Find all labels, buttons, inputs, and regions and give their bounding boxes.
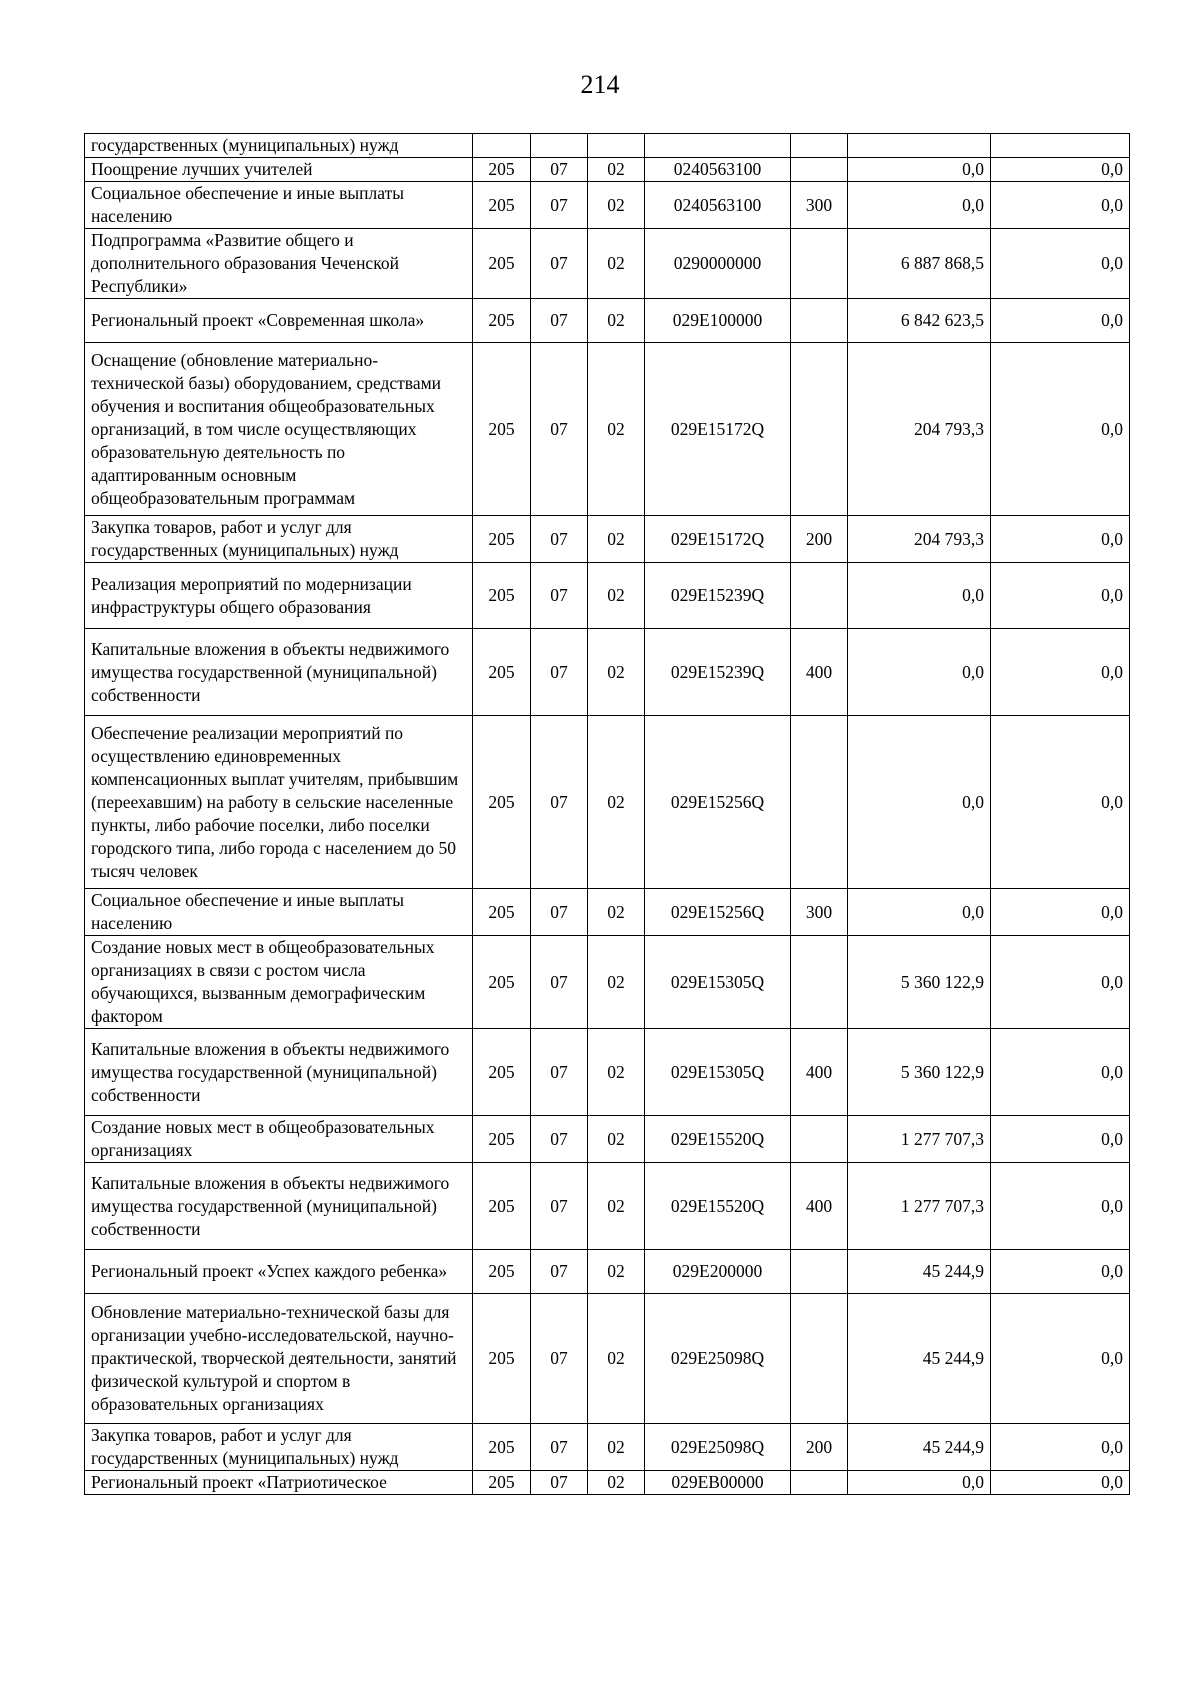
cell-amount-2: 0,0 <box>991 889 1130 936</box>
table-row <box>85 1116 1130 1163</box>
cell-name: Поощрение лучших учителей <box>85 158 473 182</box>
cell-amount-1: 0,0 <box>848 182 991 229</box>
cell-amount-2: 0,0 <box>991 182 1130 229</box>
cell-section: 07 <box>531 158 588 182</box>
cell-grbs-code: 205 <box>473 1163 531 1250</box>
cell-name: Закупка товаров, работ и услуг для государственных (муниципальных) нужд <box>85 516 473 563</box>
cell-subsection: 02 <box>588 716 645 889</box>
cell-section: 07 <box>531 343 588 516</box>
cell-amount-1: 6 887 868,5 <box>848 229 991 299</box>
cell-expense-type: 200 <box>791 1424 848 1471</box>
cell-name: Реализация мероприятий по модернизации инфраструктуры общего образования <box>85 563 473 629</box>
cell-target-article: 029E25098Q <box>645 1424 791 1471</box>
cell-subsection: 02 <box>588 1471 645 1495</box>
cell-amount-1: 0,0 <box>848 889 991 936</box>
cell-amount-2: 0,0 <box>991 716 1130 889</box>
cell-subsection: 02 <box>588 182 645 229</box>
cell-target-article: 029E15520Q <box>645 1116 791 1163</box>
cell-expense-type <box>791 134 848 158</box>
cell-target-article: 0290000000 <box>645 229 791 299</box>
cell-expense-type <box>791 1250 848 1294</box>
cell-amount-2: 0,0 <box>991 1116 1130 1163</box>
cell-section: 07 <box>531 889 588 936</box>
cell-name: Создание новых мест в общеобразовательных организациях в связи с ростом числа обучающихся, вызванным демографическим фактором <box>85 936 473 1029</box>
cell-section: 07 <box>531 1029 588 1116</box>
cell-expense-type: 200 <box>791 516 848 563</box>
cell-amount-1: 1 277 707,3 <box>848 1116 991 1163</box>
cell-target-article: 0240563100 <box>645 182 791 229</box>
cell-grbs-code: 205 <box>473 716 531 889</box>
cell-target-article: 029E15520Q <box>645 1163 791 1250</box>
cell-amount-2: 0,0 <box>991 229 1130 299</box>
cell-subsection: 02 <box>588 889 645 936</box>
cell-amount-2: 0,0 <box>991 1424 1130 1471</box>
cell-amount-2: 0,0 <box>991 629 1130 716</box>
table-row <box>85 343 1130 516</box>
cell-subsection: 02 <box>588 299 645 343</box>
cell-section: 07 <box>531 629 588 716</box>
cell-grbs-code: 205 <box>473 629 531 716</box>
cell-target-article: 029E15172Q <box>645 516 791 563</box>
cell-grbs-code: 205 <box>473 229 531 299</box>
table-row <box>85 516 1130 563</box>
cell-expense-type: 300 <box>791 889 848 936</box>
cell-expense-type: 300 <box>791 182 848 229</box>
table-body <box>85 134 1130 1495</box>
cell-name: Капитальные вложения в объекты недвижимого имущества государственной (муниципальной) собственности <box>85 629 473 716</box>
cell-grbs-code: 205 <box>473 936 531 1029</box>
cell-amount-2: 0,0 <box>991 516 1130 563</box>
budget-table <box>84 133 1130 1495</box>
table-row <box>85 1029 1130 1116</box>
cell-name: Социальное обеспечение и иные выплаты населению <box>85 182 473 229</box>
cell-section: 07 <box>531 299 588 343</box>
table-row <box>85 1424 1130 1471</box>
cell-section: 07 <box>531 936 588 1029</box>
cell-subsection: 02 <box>588 1029 645 1116</box>
cell-section: 07 <box>531 516 588 563</box>
cell-grbs-code: 205 <box>473 1029 531 1116</box>
cell-grbs-code: 205 <box>473 1250 531 1294</box>
cell-name: Капитальные вложения в объекты недвижимого имущества государственной (муниципальной) собственности <box>85 1163 473 1250</box>
table-row <box>85 1294 1130 1424</box>
cell-subsection: 02 <box>588 1424 645 1471</box>
cell-grbs-code: 205 <box>473 1424 531 1471</box>
cell-target-article: 029E15305Q <box>645 936 791 1029</box>
cell-name: Социальное обеспечение и иные выплаты населению <box>85 889 473 936</box>
table-row <box>85 629 1130 716</box>
cell-name: Закупка товаров, работ и услуг для государственных (муниципальных) нужд <box>85 1424 473 1471</box>
cell-target-article: 029E15305Q <box>645 1029 791 1116</box>
cell-expense-type <box>791 936 848 1029</box>
cell-subsection: 02 <box>588 1116 645 1163</box>
cell-subsection: 02 <box>588 936 645 1029</box>
cell-name: Создание новых мест в общеобразовательных организациях <box>85 1116 473 1163</box>
cell-amount-2 <box>991 134 1130 158</box>
cell-name: Региональный проект «Современная школа» <box>85 299 473 343</box>
cell-grbs-code: 205 <box>473 1471 531 1495</box>
cell-grbs-code: 205 <box>473 563 531 629</box>
cell-section: 07 <box>531 716 588 889</box>
cell-amount-2: 0,0 <box>991 158 1130 182</box>
cell-expense-type <box>791 158 848 182</box>
cell-grbs-code: 205 <box>473 182 531 229</box>
cell-amount-1: 1 277 707,3 <box>848 1163 991 1250</box>
cell-subsection: 02 <box>588 229 645 299</box>
cell-subsection: 02 <box>588 563 645 629</box>
table-row <box>85 889 1130 936</box>
cell-amount-2: 0,0 <box>991 563 1130 629</box>
cell-amount-2: 0,0 <box>991 1471 1130 1495</box>
cell-amount-1: 45 244,9 <box>848 1294 991 1424</box>
cell-expense-type: 400 <box>791 1163 848 1250</box>
cell-expense-type: 400 <box>791 1029 848 1116</box>
cell-section: 07 <box>531 1116 588 1163</box>
cell-amount-1: 0,0 <box>848 563 991 629</box>
cell-name: государственных (муниципальных) нужд <box>85 134 473 158</box>
cell-amount-1: 5 360 122,9 <box>848 1029 991 1116</box>
cell-amount-1: 45 244,9 <box>848 1250 991 1294</box>
cell-amount-1: 0,0 <box>848 1471 991 1495</box>
table-row <box>85 936 1130 1029</box>
cell-subsection: 02 <box>588 343 645 516</box>
cell-section: 07 <box>531 1294 588 1424</box>
cell-expense-type <box>791 229 848 299</box>
cell-amount-1: 0,0 <box>848 629 991 716</box>
cell-target-article: 0240563100 <box>645 158 791 182</box>
cell-amount-1: 0,0 <box>848 716 991 889</box>
cell-subsection: 02 <box>588 516 645 563</box>
cell-target-article: 029EB00000 <box>645 1471 791 1495</box>
cell-section <box>531 134 588 158</box>
cell-subsection: 02 <box>588 629 645 716</box>
cell-section: 07 <box>531 229 588 299</box>
cell-target-article: 029E15256Q <box>645 716 791 889</box>
cell-amount-2: 0,0 <box>991 1250 1130 1294</box>
cell-target-article: 029E25098Q <box>645 1294 791 1424</box>
cell-section: 07 <box>531 182 588 229</box>
table-row <box>85 158 1130 182</box>
cell-grbs-code <box>473 134 531 158</box>
cell-subsection: 02 <box>588 1250 645 1294</box>
cell-subsection <box>588 134 645 158</box>
cell-subsection: 02 <box>588 158 645 182</box>
cell-expense-type <box>791 1116 848 1163</box>
cell-name: Региональный проект «Успех каждого ребенка» <box>85 1250 473 1294</box>
cell-target-article: 029E15256Q <box>645 889 791 936</box>
cell-name: Оснащение (обновление материально-технической базы) оборудованием, средствами обучения и воспитания общеобразовательных организаций, в том числе осуществляющих образовательную деятельность по адаптированным основным общеобразовательным программам <box>85 343 473 516</box>
table-row <box>85 1471 1130 1495</box>
cell-grbs-code: 205 <box>473 343 531 516</box>
cell-name: Капитальные вложения в объекты недвижимого имущества государственной (муниципальной) собственности <box>85 1029 473 1116</box>
cell-target-article: 029E15239Q <box>645 563 791 629</box>
cell-target-article: 029E100000 <box>645 299 791 343</box>
cell-expense-type <box>791 716 848 889</box>
cell-amount-2: 0,0 <box>991 1029 1130 1116</box>
table-row <box>85 563 1130 629</box>
cell-amount-2: 0,0 <box>991 1163 1130 1250</box>
cell-target-article: 029E15172Q <box>645 343 791 516</box>
table-row <box>85 1163 1130 1250</box>
cell-section: 07 <box>531 1250 588 1294</box>
cell-grbs-code: 205 <box>473 1116 531 1163</box>
cell-target-article: 029E200000 <box>645 1250 791 1294</box>
cell-name: Региональный проект «Патриотическое <box>85 1471 473 1495</box>
cell-section: 07 <box>531 1163 588 1250</box>
table-row <box>85 716 1130 889</box>
cell-name: Обновление материально-технической базы для организации учебно-исследовательской, научно-практической, творческой деятельности, занятий физической культурой и спортом в образовательных организациях <box>85 1294 473 1424</box>
cell-section: 07 <box>531 1424 588 1471</box>
table-row <box>85 182 1130 229</box>
cell-amount-2: 0,0 <box>991 1294 1130 1424</box>
page-number: 214 <box>580 70 620 99</box>
cell-grbs-code: 205 <box>473 889 531 936</box>
cell-amount-2: 0,0 <box>991 936 1130 1029</box>
table-row <box>85 134 1130 158</box>
cell-amount-1: 45 244,9 <box>848 1424 991 1471</box>
cell-expense-type <box>791 1294 848 1424</box>
cell-subsection: 02 <box>588 1294 645 1424</box>
table-row <box>85 1250 1130 1294</box>
cell-expense-type <box>791 299 848 343</box>
cell-name: Обеспечение реализации мероприятий по осуществлению единовременных компенсационных выплат учителям, прибывшим (переехавшим) на работу в сельские населенные пункты, либо рабочие поселки, либо поселки городского типа, либо города с населением до 50 тысяч человек <box>85 716 473 889</box>
cell-amount-2: 0,0 <box>991 343 1130 516</box>
cell-grbs-code: 205 <box>473 158 531 182</box>
cell-target-article <box>645 134 791 158</box>
cell-name: Подпрограмма «Развитие общего и дополнительного образования Чеченской Республики» <box>85 229 473 299</box>
cell-grbs-code: 205 <box>473 299 531 343</box>
cell-amount-1: 6 842 623,5 <box>848 299 991 343</box>
cell-grbs-code: 205 <box>473 516 531 563</box>
cell-section: 07 <box>531 563 588 629</box>
cell-expense-type <box>791 343 848 516</box>
cell-target-article: 029E15239Q <box>645 629 791 716</box>
table-row <box>85 299 1130 343</box>
cell-grbs-code: 205 <box>473 1294 531 1424</box>
cell-amount-1: 204 793,3 <box>848 516 991 563</box>
cell-subsection: 02 <box>588 1163 645 1250</box>
cell-amount-1 <box>848 134 991 158</box>
cell-expense-type <box>791 1471 848 1495</box>
cell-amount-1: 204 793,3 <box>848 343 991 516</box>
cell-expense-type <box>791 563 848 629</box>
cell-amount-2: 0,0 <box>991 299 1130 343</box>
cell-expense-type: 400 <box>791 629 848 716</box>
cell-amount-1: 0,0 <box>848 158 991 182</box>
cell-amount-1: 5 360 122,9 <box>848 936 991 1029</box>
table-row <box>85 229 1130 299</box>
cell-section: 07 <box>531 1471 588 1495</box>
